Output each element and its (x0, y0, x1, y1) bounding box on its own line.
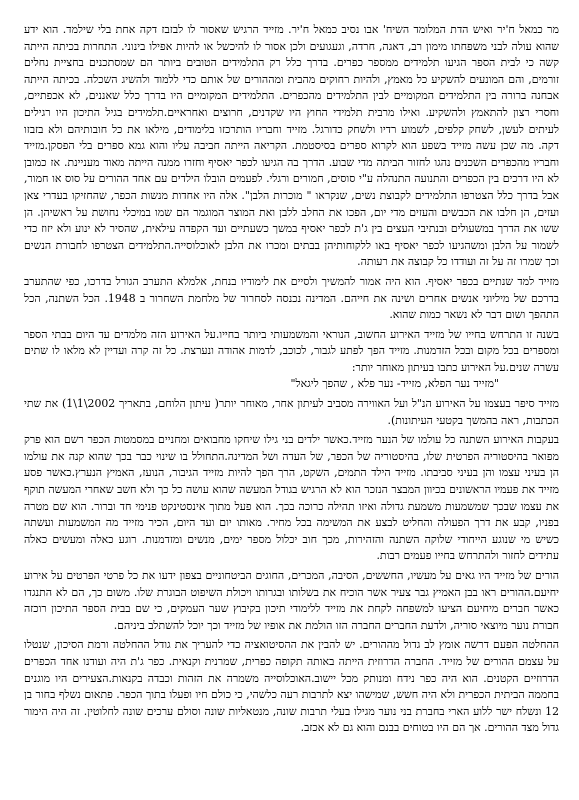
quote-line: "מזייד נער הפלא, מזייד- נער פלא , שהפך ליגאל" (290, 377, 499, 391)
paragraph-1: מר כמאל ח'יר ואיש הדת המלומד השיח' אבו נסיב כמאל ח'יר. מזייד הרגיש שאסור לו לבזבז דקה אחת בלי שילמד. הוא ידע שהוא עולה לבני משפחתו מימון רב, דאגה, חרדה, וגעגועים ולכן אסור לו להיכשל או להיות אפילו בינוני. התחרות בכיתה הייתה קשה כי לבית הספר הגיעו תלמידים ממספר כפרים. בדרך כלל רק התלמידים הטובים ביותר הם שמסתכנים בחציית נחלים זורמים, והם המונעים להשקיע כל מאמץ, ולהיות רחוקים מהבית ומההורים של אותם כדי ללמוד ולהשיג השכלה. בכיתה הייתה אבחנה ברורה בין התלמידים המקומיים לבין התלמידים מהכפרים. התלמידים המקומיים היו בדרך כלל שאננים, לא אכפתיים, וחסרי רצון להתאמץ ולהשקיע. ואילו מרבית תלמידי החוץ היו שקדנים, חרוצים ואחראיים.תלמידים בגיל התיכון היו רגילים לעיתים לעשן, לשחק קלפים, לשמוע רדיו ולשחק כדורגל. מזייד וחבריו הותרכזו בלימודים, מילאו את כל חובותיהם ולא בזבזו דקה. מה שכן עשה מזייד בשפע הוא לקרוא ספרים בסיסטמת. הקריאה הייתה חביבה עליו והוא גמא ספרים בלי הפסקן.מזייד וחבריו מהכפרים השכנים נהגו לחזור הביתה מדי שבוע. הדרך בה הגיעו לכפר יאסיף וחזרו ממנה הייתה מאוד מעניינת. אז כמובן לא היו דרכים בין הכפרים והתנועה התנהלה ע"י סוסים, חמורים ורגלי. לפעמים הובלו הילדים עם אחד ההורים על סוס או חמור, אבל בדרך כלל הצטרפו התלמידים לקבוצת נשים, שנקראו " מוכרות הלבן". אלה היו אחדות מנשות הכפר, שהחזיקו בעדרי צאן ועזים, הן חלבו את הכבשים והעזים מדי יום, הפכו את החלב ללבן ואת המוצר המוגמר הם שמו במיכלי נחושת על ראשיהן. הן ששו את הדרך במשעולים ובנתיבי העצים בין ג'ת לכפר יאסיף במשך כשעתיים ועד הקפדה עילאית, שהסיר לא ינוע ולא יזוז כדי לשמור על הלבן ומשהגיעו לכפר יאסיף באו ללקוחותיהן בבתים ומכרו את הלבן לאוכלוסייה.התלמידים הצטרפו לחבורת הנשים וכך שמרו זה על זה ועודדו כל קבוצה את רעותה. (24, 23, 559, 269)
paragraph-2: מזייד למד שנתיים בכפר יאסיף. הוא היה אמור להמשיך ולסיים את לימודיו בנחת, אלמלא התערב הגורל בדרכו, כפי שהתערב בדרכם של מיליוני אנשים אחרים ושינה את חייהם. המדינה נכנסה לסחרור של מלחמת השחרור ב 1948. הכל השתנה, הכל התהפך ושום דבר לא נשאר כמות שהוא. (24, 274, 559, 322)
document-body (24, 22, 559, 737)
paragraph-6: הורים של מזייד היו גאים על מעשיו, החששים, הסיבה, המכרים, החוגים הביטחוניים בצפון ידעו את כל פרטי הפרטים על אירוע יחיעם.ההורים ראו בבן האמיץ גבר צעיר אשר הוכיח את בשלותו ובגרותו ויכולת השיפוט הבוגרת שלו. משום כך, הם לא התנגדו כאשר חברים מיחיעם הציעו למשפחה לקחת את מזייד ללימודי תיכון בקיבוץ שער העמקים, כי שם בבית הספר התיכון רוכזה חבורת נוער מיוצאי סוריה, ולדעת החברים החברה הזו הולמת את אופיו של מזייד וכך יוכל להשתלב ביניהם. (24, 569, 559, 632)
paragraph-4: מזייד סיפר בעצמו על האירוע הנ"ל ועל האווירה מסביב לעיתון אחר, מאוחר יותר( עיתון הלוחם, בתאריך 2002\1\1) את שתי הכתבות, ראה בהמשך בקטעי העיתונות). (24, 397, 559, 427)
paragraph-3: בשנה זו התרחש בחייו של מזייד האירוע החשוב, הנוראי והמשמעותי ביותר בחייו.על האירוע הזה מלמדים עד היום בבתי הספר ומספרים בכל מקום ובכל הזדמנות. מזייד הפך לפתע לגבור, לכוכב, לדמות אהודה ונערצת. כל זה קרה ועדיין לא מלאו לו שתים עשרה שנים.על האירוע כתבו בעיתון מאוחר יותר: (24, 327, 559, 374)
paragraph-7: ההחלטה הפעם דרשה אומץ לב גדול מההורים. יש להבין את ההסיטואציה כדי להעריך את גודל ההחלטה ורמת הסיכון, שנטלו על עצמם ההורים של מזייד. החברה הדרוזית הייתה באותה תקופה כפרית, שמרנית וקנאית. כפר ג'ת היה ועודנו אחד הכפרים הדרוזיים הקטנים. הוא היה כפר נידח ומנותק מכל יישוב.האוכלוסייה משמרה את הזהות וכבדה בקנאות.הצעירים היו מוגנים בחממה הביתית הכפרית ולא היה חשש, שמישהו יצא לתרבות רעה כלשהי, כי כולם חיו ופעלו בתוך הכפר. פתאום נשלף בחור בן 12 ונשלח ישר ללוע הארי בחברת בני נוער מגילו בעלי תרבות שונה, מנטאליות שונה וסולם ערכים שונה לחלוטין. זה היה הימור גדול מצד ההורים. אך הם היו בטוחים בבנם והוא גם לא אכזב. (24, 638, 559, 735)
paragraph-5: בעקבות האירוע השתנה כל עולמו של הנער מזייד.כאשר ילדים בני גילו שיחקו מחבואים ומחניים במסמטות הכפר רשם הוא פרק מפואר בהיסטוריה הפרטית שלו, בהיסטוריה של הכפר, של העדה ושל המדינה.התחולל בו שינוי כבר בכך שהוא קנה את עולמו הן בעיני עצמו והן בעיני סביבתו. מזייד הילד התמים, השקט, הרך הפך להיות מזייד הגיבור, הנועז, האמיץ הנערץ.כאשר פסע מזייד את פעמיו הראשונים בכיוון המבצר הנזכר הוא לא הרגיש בגודל המעשה שהוא עושה כל כך ולא חשב שאחרי המעשה תוקף את עצמו שבכך שמשמעות משמעת גדולה ואיזו תהילה כרוכה בכך. הוא פעל מתוך אינסטינקט פנימי חד וברור. הוא שם מטרה בפניו, קבע את דרך הפעולה והחליט לבצע את המשימה בכל מחיר. מאותו יום ועד היום, הכיר מזייד מה המשמעות ועשתה כשיש מי שנוגע הייחודי שלוקה השתנה והזהירות, מכך חוב יכלול מספר ימים, מנשים ומזדמנות. רוגע כאלה ומעשים כאלה עתידים לחזור ולהתרחש בחייו פעמים רבות. (24, 433, 559, 563)
